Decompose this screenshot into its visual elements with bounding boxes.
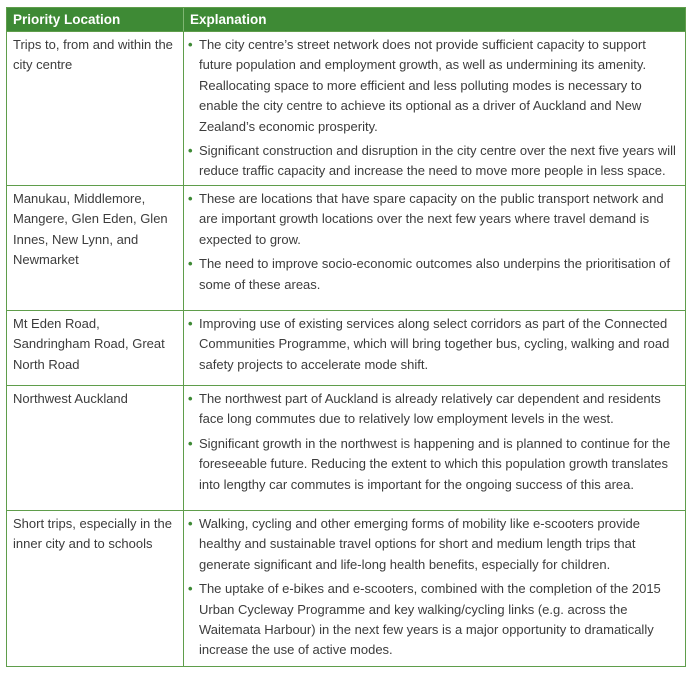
table-row bbox=[7, 510, 685, 667]
row-location: Mt Eden Road, Sandringham Road, Great North Road bbox=[7, 311, 184, 385]
bullet-item bbox=[187, 579, 677, 661]
table-row bbox=[7, 185, 685, 310]
bullet-item bbox=[187, 35, 677, 137]
bullet-icon: • bbox=[188, 516, 193, 531]
header-priority-location: Priority Location bbox=[7, 8, 184, 31]
table-row bbox=[7, 31, 685, 185]
bullet-item bbox=[187, 314, 677, 375]
bullet-icon: • bbox=[188, 256, 193, 272]
bullet-icon: • bbox=[188, 191, 193, 206]
bullet-item bbox=[187, 254, 677, 295]
row-explanation bbox=[184, 186, 685, 310]
bullet-text: The uptake of e-bikes and e-scooters, combined with the completion of the 2015 Urban Cycleway Programme and key walking/cycling links (e.g. across the Waitemata Harbour) in the next few years is a major opportunity to dramatically increase the use of active modes. bbox=[199, 581, 661, 658]
bullet-text: The northwest part of Auckland is already relatively car dependent and residents face long commutes due to relatively low employment levels in the west. bbox=[199, 391, 661, 427]
row-explanation bbox=[184, 511, 685, 667]
bullet-text: The need to improve socio-economic outcomes also underpins the prioritisation of some of these areas. bbox=[199, 256, 671, 292]
bullet-text: Significant construction and disruption in the city centre over the next five years will reduce traffic capacity and increase the need to move more people in less space. bbox=[199, 143, 676, 179]
priority-locations-table bbox=[6, 7, 686, 667]
bullet-icon: • bbox=[188, 316, 193, 331]
bullet-item bbox=[187, 434, 677, 495]
bullet-icon: • bbox=[188, 37, 193, 52]
bullet-icon: • bbox=[188, 581, 193, 597]
table-row bbox=[7, 310, 685, 385]
bullet-icon: • bbox=[188, 391, 193, 406]
row-explanation bbox=[184, 311, 685, 385]
bullet-item bbox=[187, 141, 677, 182]
row-explanation bbox=[184, 32, 685, 185]
bullet-text: Walking, cycling and other emerging forms of mobility like e-scooters provide healthy and sustainable travel options for short and medium length trips that generate significant and life-long health benefits, especially for children. bbox=[199, 516, 640, 572]
table-header bbox=[7, 8, 685, 31]
row-location: Manukau, Middlemore, Mangere, Glen Eden, Glen Innes, New Lynn, and Newmarket bbox=[7, 186, 184, 310]
row-explanation bbox=[184, 386, 685, 510]
row-location: Short trips, especially in the inner city and to schools bbox=[7, 511, 184, 667]
row-location: Trips to, from and within the city centre bbox=[7, 32, 184, 185]
bullet-text: These are locations that have spare capacity on the public transport network and are important growth locations over the next few years where travel demand is expected to grow. bbox=[199, 191, 664, 247]
bullet-text: Improving use of existing services along select corridors as part of the Connected Communities Programme, which will bring together bus, cycling, walking and road safety projects to accelerate mode shift. bbox=[199, 316, 670, 372]
bullet-icon: • bbox=[188, 143, 193, 159]
row-location: Northwest Auckland bbox=[7, 386, 184, 510]
bullet-icon: • bbox=[188, 435, 193, 451]
bullet-item bbox=[187, 389, 677, 430]
bullet-item bbox=[187, 514, 677, 575]
header-explanation: Explanation bbox=[190, 12, 267, 27]
bullet-text: Significant growth in the northwest is happening and is planned to continue for the foreseeable future. Reducing the extent to which this population growth translates into lengthy car commutes is important for the ongoing success of this area. bbox=[199, 435, 671, 492]
bullet-item bbox=[187, 189, 677, 250]
bullet-text: The city centre’s street network does not provide sufficient capacity to support future population and employment growth, as well as undermining its amenity. Reallocating space to more efficient and less polluting modes is necessary to enable the city centre to achieve its optional as a driver of Auckland and New Zealand’s economic prosperity. bbox=[199, 37, 647, 134]
table-row bbox=[7, 385, 685, 510]
